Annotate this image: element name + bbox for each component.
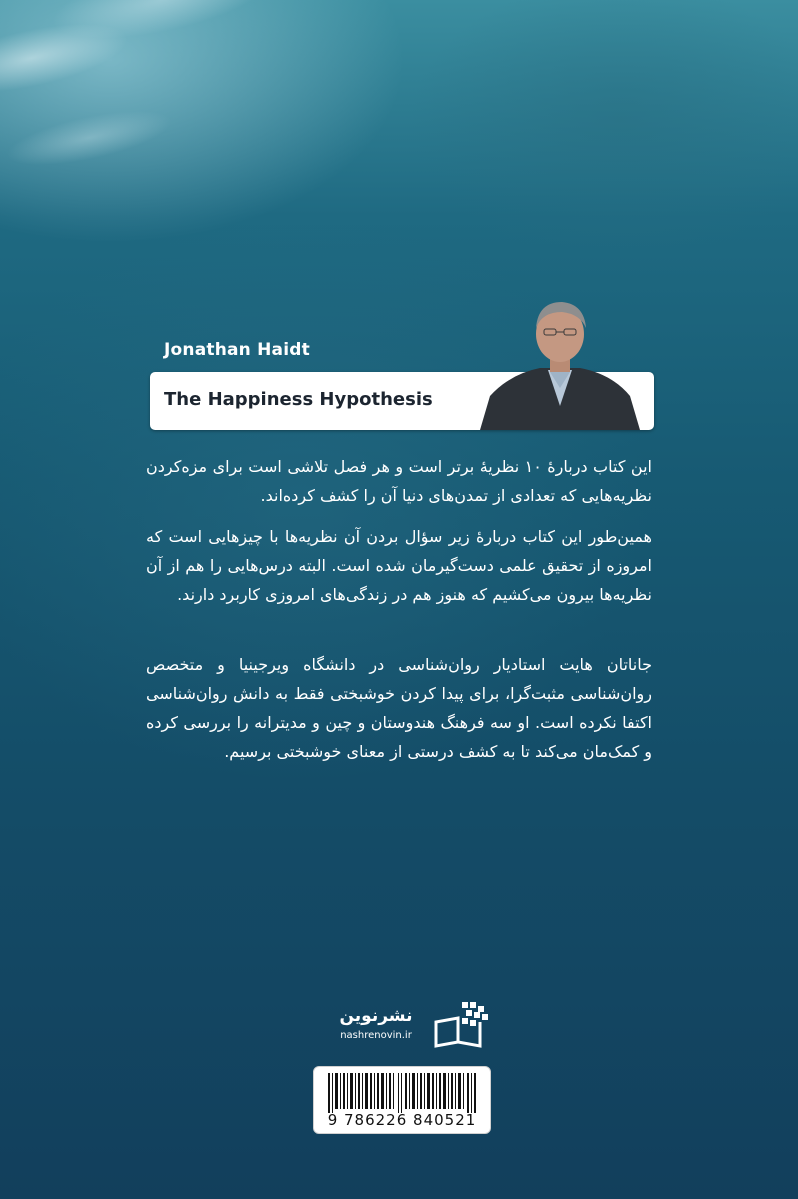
description-paragraph-1: این کتاب دربارهٔ ۱۰ نظریهٔ برتر است و هر فصل تلاشی است برای مزه‌کردن نظریه‌هایی که تعدادی از تمدن‌های دنیا آن را کشف کرده‌اند. bbox=[146, 457, 652, 505]
publisher-name: نشرنوین bbox=[339, 1006, 413, 1026]
author-portrait bbox=[480, 296, 640, 430]
publisher-block bbox=[326, 1000, 486, 1050]
book-title: The Happiness Hypothesis bbox=[164, 389, 433, 410]
isbn-number: 9 786226 840521 bbox=[327, 1111, 477, 1129]
description-paragraph-3: جاناتان هایت استادیار روان‌شناسی در دانشگاه ویرجینیا و متخصص روان‌شناسی مثبت‌گرا، برای پیدا کردن خوشبختی فقط به دانش روان‌شناسی اکتفا نکرده است. او سه فرهنگ هندوستان و چین و مدیترانه را بررسی کرده و کمک‌مان می‌کند تا به کشف درستی از معنای خوشبختی برسیم. bbox=[146, 655, 652, 761]
isbn-barcode bbox=[313, 1066, 491, 1134]
publisher-logo-icon bbox=[432, 1000, 490, 1050]
publisher-url: nashrenovin.ir bbox=[340, 1030, 412, 1041]
description-paragraph-2: همین‌طور این کتاب دربارهٔ زیر سؤال بردن آن نظریه‌ها با چیزهایی است که امروزه از تحقیق علمی دست‌گیرمان شده است. البته درس‌هایی را هم از آن نظریه‌ها بیرون می‌کشیم که هنوز هم در زندگی‌های امروزی کاربرد دارند. bbox=[146, 527, 652, 604]
water-foam-texture bbox=[0, 0, 399, 241]
barcode-bars bbox=[314, 1071, 490, 1115]
author-name: Jonathan Haidt bbox=[164, 340, 310, 360]
